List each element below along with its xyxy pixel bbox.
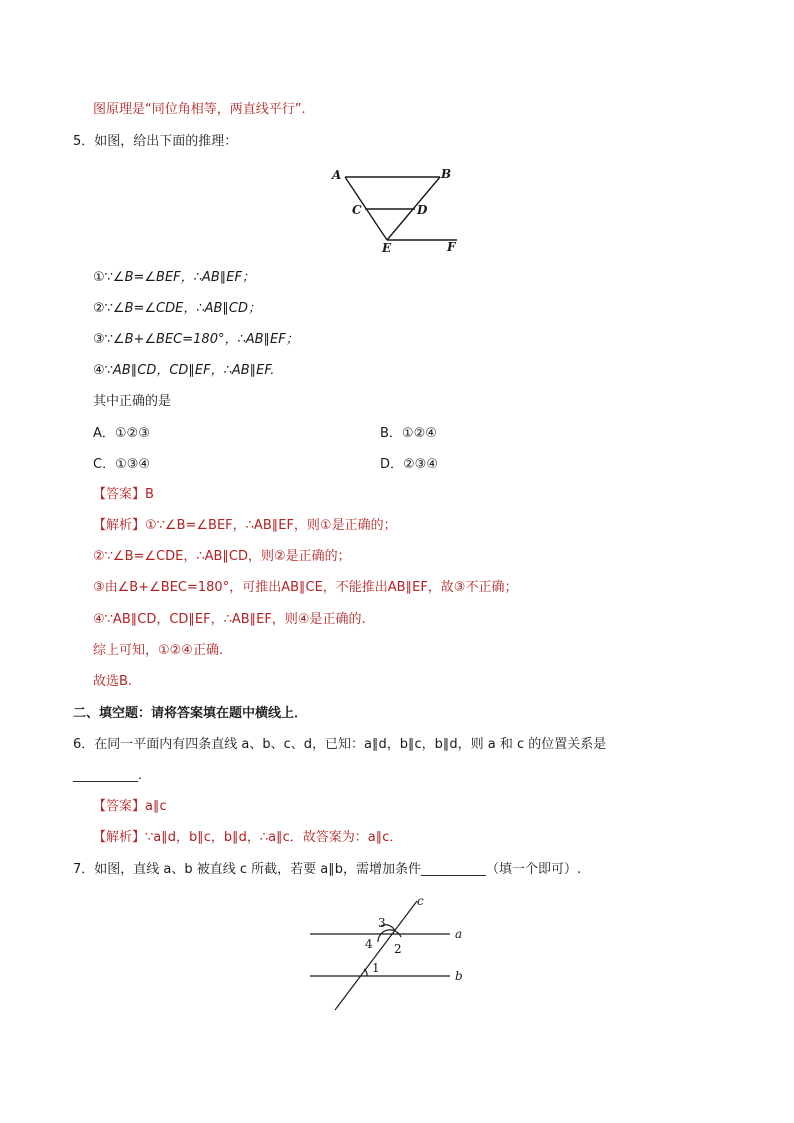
angle-arc-2 — [378, 930, 401, 942]
q5-analysis-1: 【解析】①∵∠B=∠BEF，∴AB∥EF，则①是正确的； — [93, 518, 397, 533]
section-2-heading: 二、填空题：请将答案填在题中横线上． — [73, 706, 308, 721]
label-b: b — [455, 969, 463, 983]
label-a: a — [455, 927, 463, 941]
q6-answer: 【答案】a∥c — [93, 799, 167, 814]
label-e: E — [382, 241, 392, 255]
label-c: C — [352, 203, 362, 217]
q5-stem: 5．如图，给出下面的推理： — [73, 134, 238, 149]
q5-option-d: D．②③④ — [380, 457, 438, 472]
label-f: F — [447, 240, 456, 254]
angle-4-label: 4 — [365, 937, 373, 951]
q5-option-a: A．①②③ — [93, 426, 150, 441]
q5-analysis-4: ④∵AB∥CD，CD∥EF，∴AB∥EF，则④是正确的. — [93, 612, 366, 627]
q5-answer: 【答案】B — [93, 487, 154, 502]
q5-figure — [325, 163, 470, 258]
label-d: D — [417, 203, 428, 217]
top-note: 图原理是“同位角相等，两直线平行”. — [93, 102, 306, 117]
label-c: c — [417, 894, 424, 908]
angle-1-label: 1 — [372, 961, 380, 975]
q5-reason-1: ①∵∠B=∠BEF，∴AB∥EF； — [93, 270, 255, 285]
angle-3-label: 3 — [378, 916, 386, 930]
q7-stem: 7．如图，直线 a、b 被直线 c 所截，若要 a∥b，需增加条件__________（填一个即可）. — [73, 862, 582, 877]
angle-2-label: 2 — [394, 942, 402, 956]
line-c — [335, 901, 417, 1010]
q5-reason-2: ②∵∠B=∠CDE，∴AB∥CD； — [93, 301, 262, 316]
q5-analysis-3: ③由∠B+∠BEC=180°，可推出AB∥CE，不能推出AB∥EF，故③不正确； — [93, 580, 518, 595]
q5-reason-3: ③∵∠B+∠BEC=180°，∴AB∥EF； — [93, 332, 299, 347]
q6-analysis: 【解析】∵a∥d，b∥c，b∥d，∴a∥c．故答案为：a∥c． — [93, 830, 403, 845]
q5-analysis-5: 综上可知，①②④正确. — [93, 643, 224, 658]
q6-stem: 6．在同一平面内有四条直线 a、b、c、d，已知：a∥d，b∥c，b∥d，则 a 和 c 的位置关系是 — [73, 737, 607, 752]
q5-option-c: C．①③④ — [93, 457, 151, 472]
label-a: A — [332, 168, 342, 182]
label-b: B — [441, 167, 452, 181]
q7-figure — [305, 893, 475, 1018]
q5-reason-4: ④∵AB∥CD，CD∥EF，∴AB∥EF. — [93, 363, 275, 378]
q5-question: 其中正确的是 — [93, 394, 172, 409]
q6-blank: __________. — [73, 768, 143, 783]
q5-analysis-2: ②∵∠B=∠CDE，∴AB∥CD，则②是正确的； — [93, 549, 351, 564]
q5-analysis-6: 故选B. — [93, 674, 133, 689]
q5-option-b: B．①②④ — [380, 426, 437, 441]
angle-arc-1 — [364, 969, 367, 976]
